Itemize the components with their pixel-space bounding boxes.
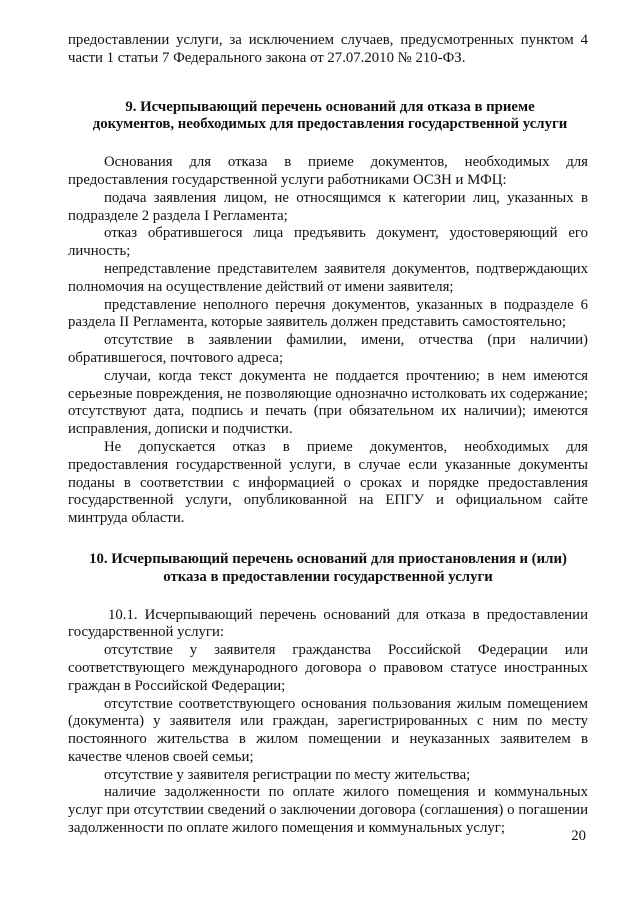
intro-paragraph: предоставлении услуги, за исключением случаев, предусмотренных пунктом 4 части 1 статьи 7 Федерального закона от 27.07.2010 № 210-ФЗ. [68, 32, 588, 66]
section-9-paragraph: непредставление представителем заявителя документов, подтверждающих полномочия на осуществление действий от имени заявителя; [68, 260, 588, 295]
section-9-paragraph: отсутствие в заявлении фамилии, имени, отчества (при наличии) обратившегося, почтового адреса; [68, 332, 588, 366]
section-9-paragraph: случаи, когда текст документа не поддается прочтению; в нем имеются серьезные повреждения, не позволяющие однозначно истолковать их содержание; отсутствуют дата, подпись и печать (при обязательном их наличии); имеются исправления, дописки и подчистки. [68, 367, 588, 438]
section-10-body [68, 607, 588, 838]
section-10-paragraph: отсутствие у заявителя гражданства Российской Федерации или соответствующего международного договора о правовом статусе иностранных граждан в Российской Федерации; [68, 642, 588, 694]
section-9-paragraph: представление неполного перечня документов, указанных в подразделе 6 раздела II Регламента, которые заявитель должен представить самостоятельно; [68, 296, 588, 331]
section-9-heading: 9. Исчерпывающий перечень оснований для отказа в приеме документов, необходимых для предоставления государственной услуги [92, 98, 568, 133]
section-9-paragraph: Не допускается отказ в приеме документов, необходимых для предоставления государственной услуги, в случае если указанные документы поданы в соответствии с информацией о сроках и порядке предоставления государственной услуги, опубликованной на ЕПГУ и официальном сайте минтруда области. [68, 438, 588, 527]
section-10-paragraph: 10.1. Исчерпывающий перечень оснований для отказа в предоставлении государственной услуги: [68, 606, 588, 641]
page-number: 20 [571, 828, 586, 844]
section-9-paragraph: Основания для отказа в приеме документов, необходимых для предоставления государственной услуги работниками ОСЗН и МФЦ: [68, 154, 588, 188]
section-10-heading: 10. Исчерпывающий перечень оснований для приостановления и (или) отказа в предоставлении государственной услуги [89, 550, 567, 585]
section-10-paragraph: отсутствие соответствующего основания пользования жилым помещением (документа) у заявителя или граждан, зарегистрированных с ним по месту постоянного жительства в жилом помещении и неуказанных заявителем в качестве членов своей семьи; [68, 695, 588, 765]
section-9-paragraph: подача заявления лицом, не относящимся к категории лиц, указанных в подразделе 2 раздела I Регламента; [68, 189, 588, 224]
section-10-paragraph: отсутствие у заявителя регистрации по месту жительства; [104, 766, 471, 783]
section-10-paragraph: наличие задолженности по оплате жилого помещения и коммунальных услуг при отсутствии сведений о заключении договора (соглашения) о погашении задолженности по оплате жилого помещения и коммунальных услуг; [68, 784, 588, 837]
section-9-paragraph: отказ обратившегося лица предъявить документ, удостоверяющий его личность; [68, 225, 588, 260]
section-9-body [68, 154, 588, 528]
